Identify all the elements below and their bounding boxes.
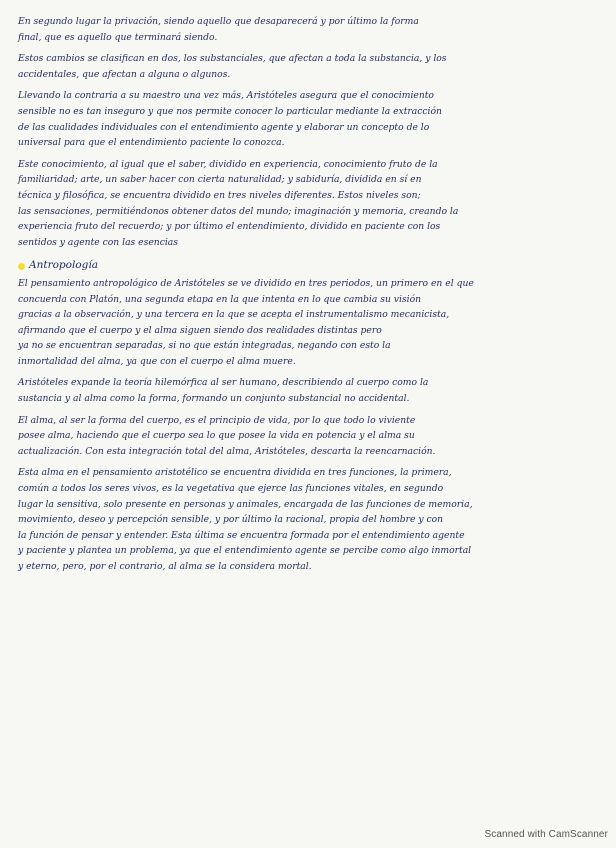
paragraph-changes: Estos cambios se clasifican en dos, los substanciales, que afectan a toda la substancia, y los accidentales, que afectan a alguna o algunos. bbox=[18, 53, 447, 80]
paragraph-sensible-knowledge: Llevando la contraria a su maestro una vez más, Aristóteles asegura que el conocimiento sensible no es tan inseguro y que nos permite conocer lo particular mediante la extracción de las cualidades individuales con el entendimiento agente y elaborar un concepto de lo universal para que el entendimiento paciente lo conozca. bbox=[18, 90, 442, 149]
highlight-dot-icon bbox=[18, 263, 25, 270]
handwritten-notes bbox=[18, 14, 606, 581]
paragraph-soul-functions: Esta alma en el pensamiento aristotélico se encuentra dividida en tres funciones, la primera, común a todos los seres vivos, es la vegetativa que ejerce las funciones vitales, en segundo lugar la sensitiva, solo presente en personas y animales, encargada de las funciones de memoria, movimiento, deseo y percepción sensible, y por último la racional, propia del hombre y con la función de pensar y entender. Esta última se encuentra formada por el entendimiento agente y paciente y plantea un problema, ya que el entendimiento agente se percibe como algo inmortal y eterno, pero, por el contrario, al alma se la considera mortal. bbox=[18, 467, 473, 572]
paragraph-anthropology-periods: El pensamiento antropológico de Aristóteles se ve dividido en tres periodos, un primero en el que concuerda con Platón, una segunda etapa en la que intenta en lo que cambia su visión gracias a la observación, y una tercera en la que se acepta el instrumentalismo mecanicista, afirmando que el cuerpo y el alma siguen siendo dos realidades distintas pero ya no se encuentran separadas, si no que están integradas, negando con esto la inmortalidad del alma, ya que con el cuerpo el alma muere. bbox=[18, 277, 474, 367]
paragraph-soul-form: El alma, al ser la forma del cuerpo, es el principio de vida, por lo que todo lo viviente posee alma, haciendo que el cuerpo sea lo que posee la vida en potencia y el alma su actualización. Con esta integración total del alma, Aristóteles, descarta la reencarnación. bbox=[18, 414, 436, 457]
section-heading-row bbox=[18, 258, 606, 274]
paragraph-privation: En segundo lugar la privación, siendo aquello que desaparecerá y por último la forma final, que es aquello que terminará siendo. bbox=[18, 16, 419, 43]
paragraph-hylomorphic: Aristóteles expande la teoría hilemórfica al ser humano, describiendo al cuerpo como la sustancia y al alma como la forma, formando un conjunto substancial no accidental. bbox=[18, 377, 429, 405]
section-heading: Antropología bbox=[29, 259, 98, 272]
paragraph-knowledge-levels: Este conocimiento, al igual que el saber, dividido en experiencia, conocimiento fruto de la familiaridad; arte, un saber hacer con cierta naturalidad; y sabiduría, dividida en sí en técnica y filosófica, se encuentra dividido en tres niveles diferentes. Estos niveles son; las sensaciones, permitiéndonos obtener datos del mundo; imaginación y memoria, creando la experiencia fruto del recuerdo; y por último el entendimiento, dividido en paciente con los sentidos y agente con las esencias bbox=[18, 158, 459, 248]
scanner-watermark: Scanned with CamScanner bbox=[484, 829, 608, 840]
